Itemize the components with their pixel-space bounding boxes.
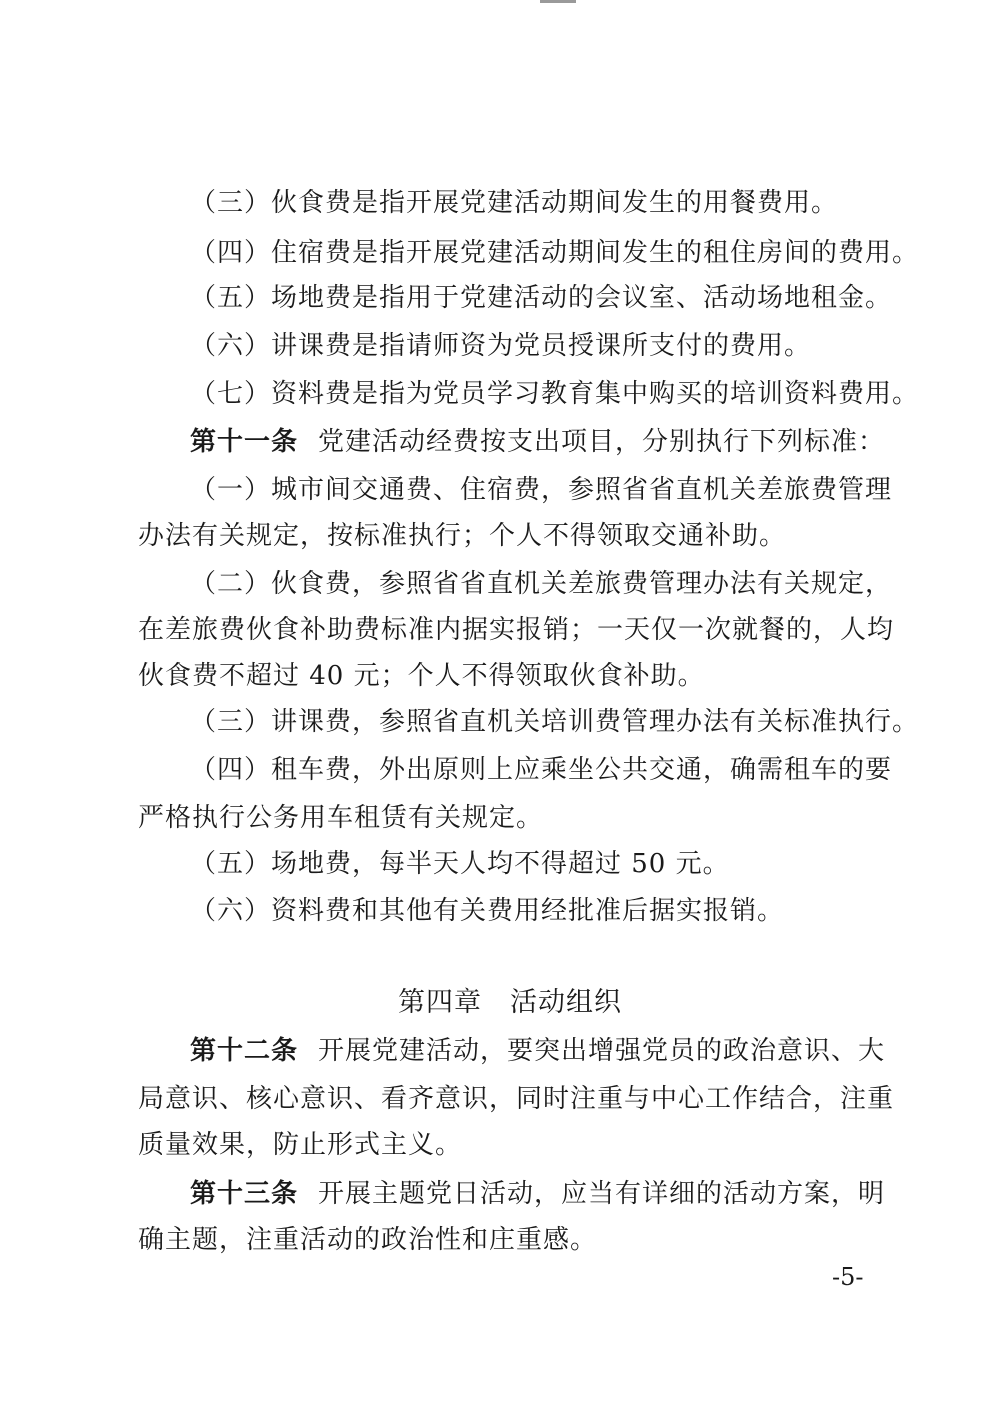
text-line: （七）资料费是指为党员学习教育集中购买的培训资料费用。 [190, 379, 920, 409]
text-line: 开展党建活动，要突出增强党员的政治意识、大 [318, 1036, 886, 1066]
article-12-heading: 第十二条 [190, 1036, 299, 1066]
chapter-title: 第四章 活动组织 [398, 987, 622, 1018]
text-line: （四）住宿费是指开展党建活动期间发生的租住房间的费用。 [190, 238, 920, 268]
text-line: 党建活动经费按支出项目，分别执行下列标准： [318, 427, 886, 457]
text-line: 严格执行公务用车租赁有关规定。 [138, 803, 544, 833]
text-line: （五）场地费，每半天人均不得超过 50 元。 [190, 849, 730, 879]
article-13-heading: 第十三条 [190, 1179, 299, 1209]
article-12-paragraph [190, 1033, 885, 1069]
text-line: （五）场地费是指用于党建活动的会议室、活动场地租金。 [190, 283, 893, 313]
text-line: （三）伙食费是指开展党建活动期间发生的用餐费用。 [190, 188, 839, 218]
text-line: 局意识、核心意识、看齐意识，同时注重与中心工作结合，注重 [138, 1084, 895, 1114]
text-line: 开展主题党日活动，应当有详细的活动方案，明 [318, 1179, 886, 1209]
text-line: 伙食费不超过 40 元；个人不得领取伙食补助。 [138, 661, 705, 691]
page-number: -5- [832, 1263, 864, 1291]
text-line: （三）讲课费，参照省直机关培训费管理办法有关标准执行。 [190, 707, 920, 737]
article-11-heading: 第十一条 [190, 427, 299, 457]
text-line: 办法有关规定，按标准执行；个人不得领取交通补助。 [138, 521, 787, 551]
scan-mark [540, 0, 576, 3]
text-line: （六）讲课费是指请师资为党员授课所支付的费用。 [190, 331, 812, 361]
article-11-paragraph [190, 424, 885, 460]
text-line: （四）租车费，外出原则上应乘坐公共交通，确需租车的要 [190, 755, 893, 785]
text-line: 确主题，注重活动的政治性和庄重感。 [138, 1225, 598, 1255]
text-line: 在差旅费伙食补助费标准内据实报销；一天仅一次就餐的，人均 [138, 615, 895, 645]
text-line: （一）城市间交通费、住宿费，参照省省直机关差旅费管理 [190, 475, 893, 505]
text-line: 质量效果，防止形式主义。 [138, 1130, 463, 1160]
text-line: （二）伙食费，参照省省直机关差旅费管理办法有关规定， [190, 569, 893, 599]
article-13-paragraph [190, 1176, 885, 1212]
text-line: （六）资料费和其他有关费用经批准后据实报销。 [190, 896, 785, 926]
